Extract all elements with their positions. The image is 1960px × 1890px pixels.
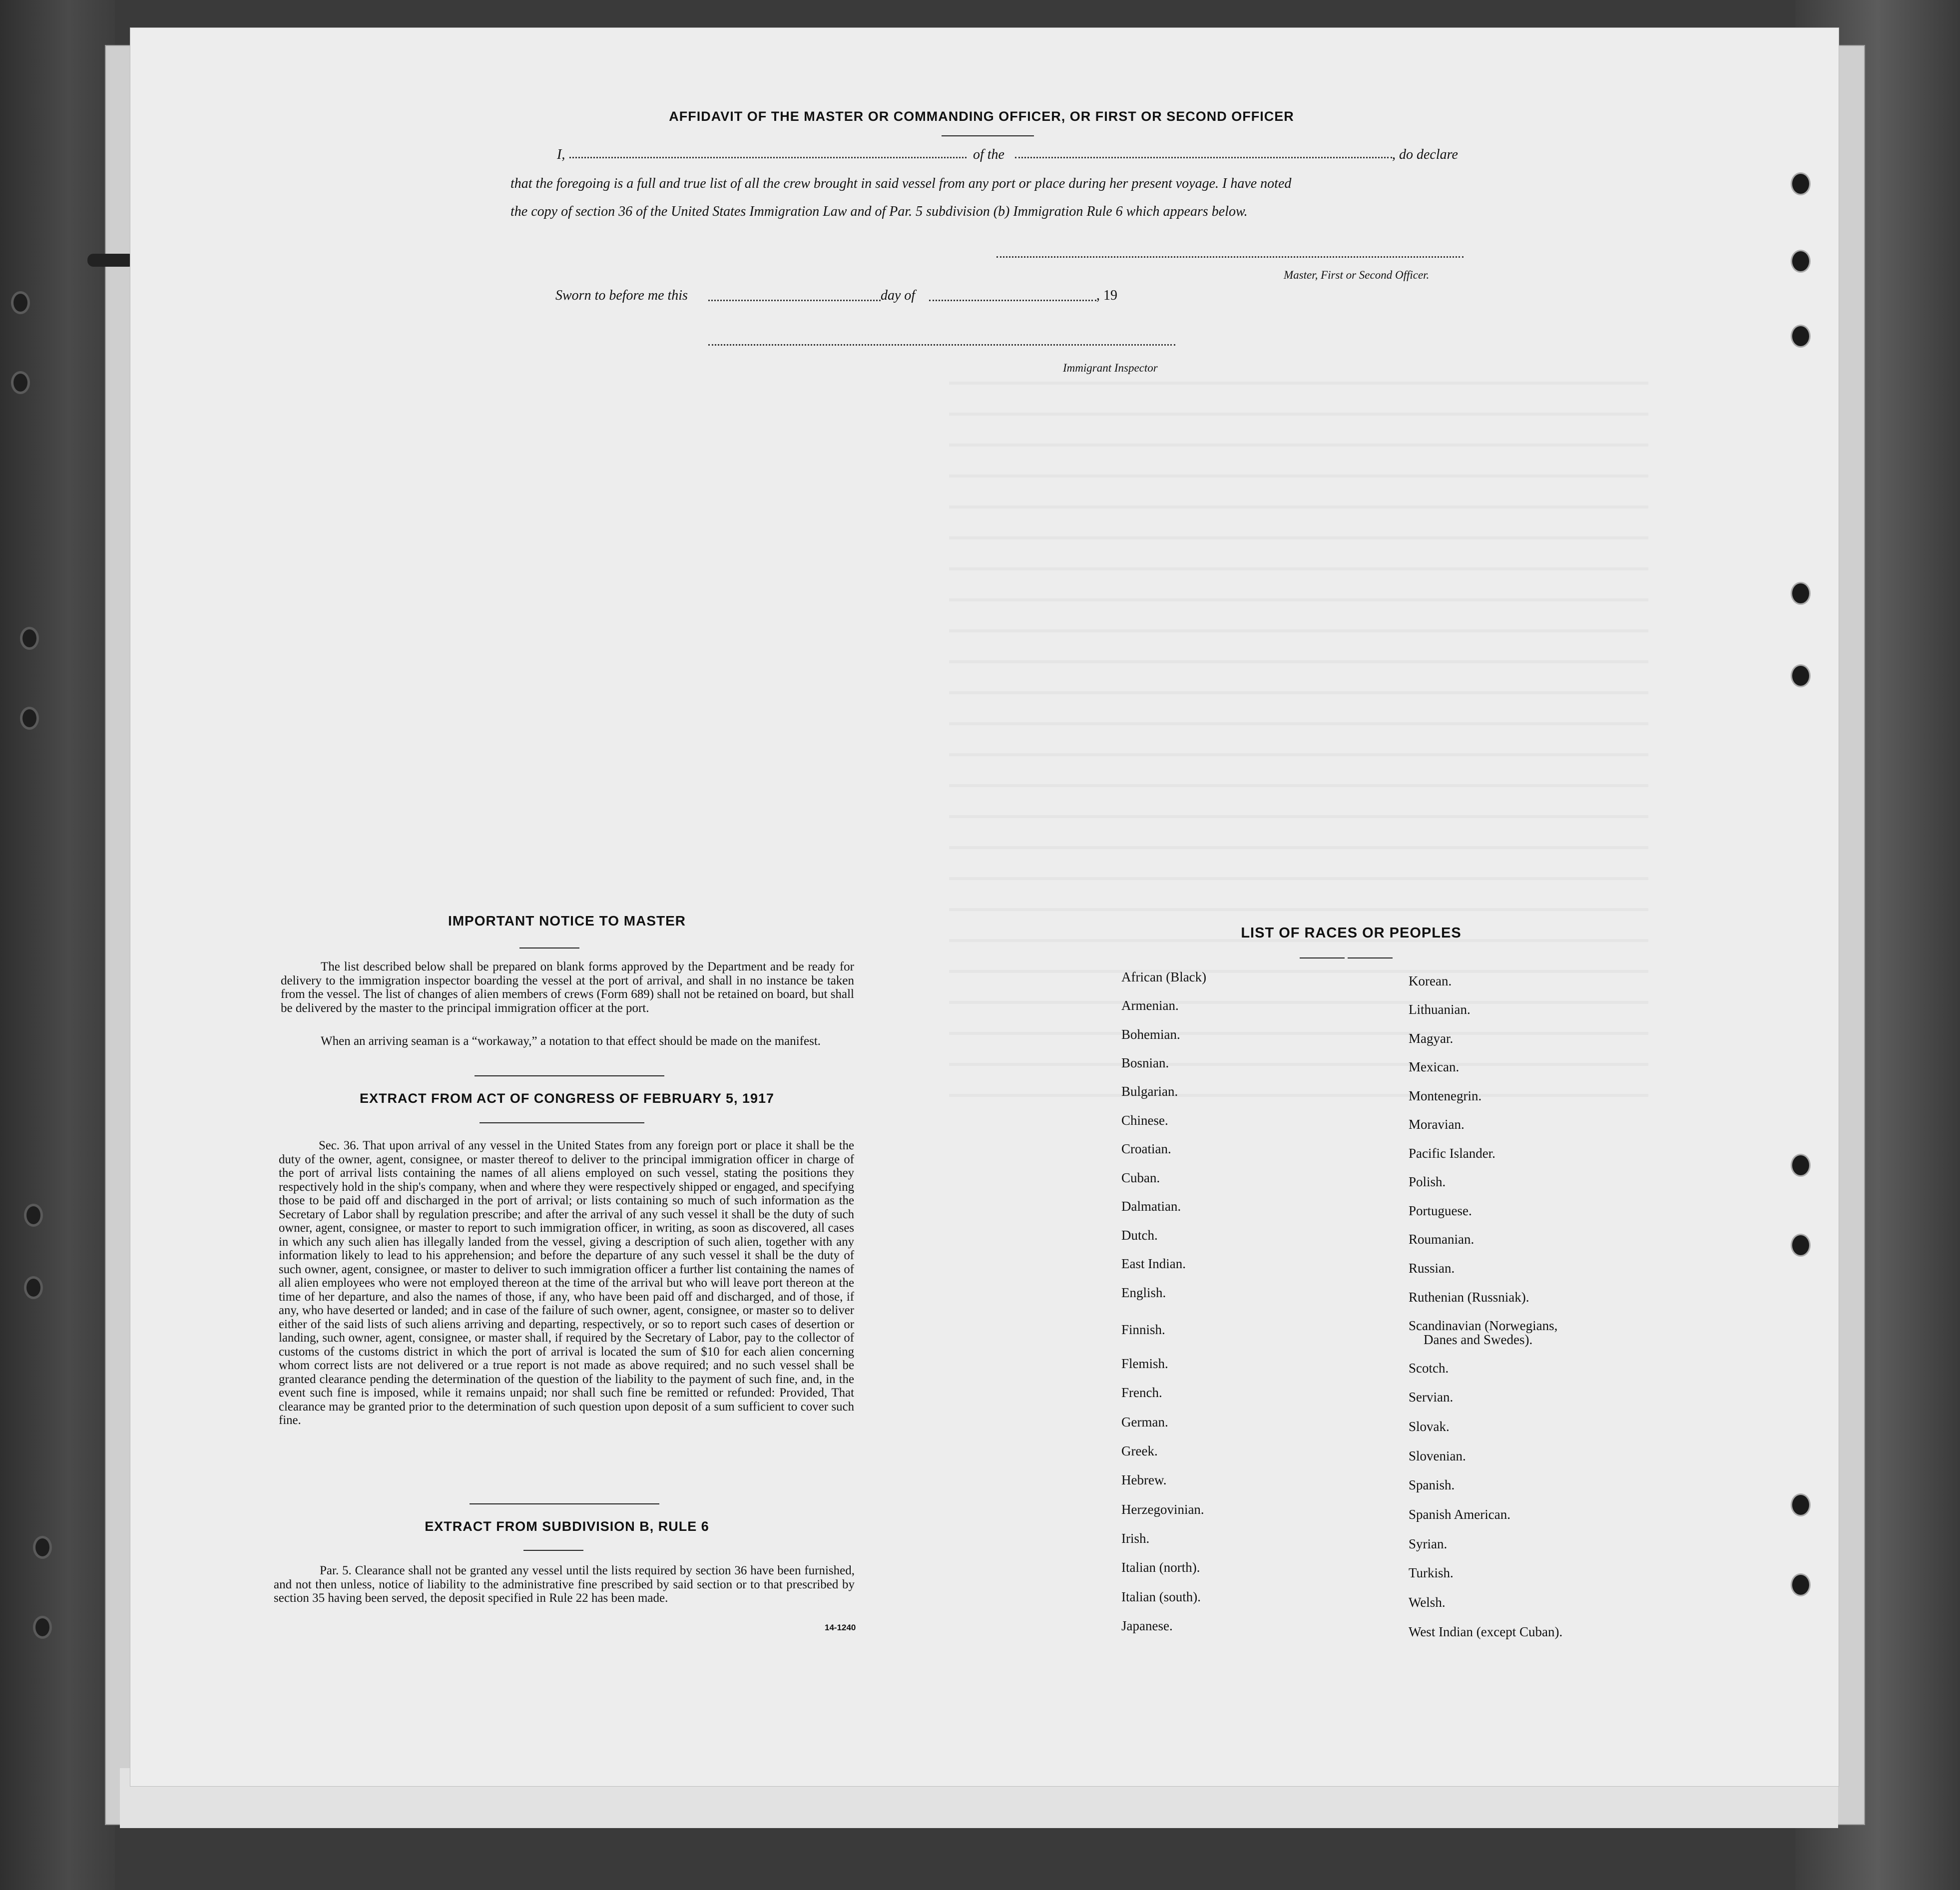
extract-act-title: EXTRACT FROM ACT OF CONGRESS OF FEBRUARY 5, 1917: [359, 1091, 775, 1106]
notice-paragraph-2: When an arriving seaman is a “workaway,” a notation to that effect should be made on the manifest.: [321, 1034, 821, 1048]
race-right-item: Lithuanian.: [1409, 1002, 1470, 1017]
race-left-item: French.: [1121, 1385, 1162, 1400]
race-right-item: Montenegrin.: [1409, 1088, 1482, 1103]
race-left-item: Japanese.: [1121, 1618, 1173, 1633]
punch-hole-icon: [1791, 1493, 1811, 1516]
extract-rule-underline: [523, 1550, 583, 1551]
races-title-underline-left: [1300, 957, 1345, 958]
races-title: LIST OF RACES OR PEOPLES: [1241, 925, 1462, 941]
race-left-item: Finnish.: [1121, 1322, 1165, 1337]
declaration-line-3: the copy of section 36 of the United States Immigration Law and of Par. 5 subdivision (b) Immigration Rule 6 which appears below.: [510, 204, 1248, 219]
section-divider-1: [475, 1075, 664, 1076]
race-left-item: Hebrew.: [1121, 1472, 1167, 1487]
notice-title: IMPORTANT NOTICE TO MASTER: [448, 913, 686, 929]
race-left-item: Cuban.: [1121, 1170, 1160, 1185]
binder-hole-icon: [24, 1204, 43, 1227]
race-left-item: East Indian.: [1121, 1256, 1186, 1271]
race-left-item: Italian (north).: [1121, 1560, 1200, 1575]
binder-hole-icon: [20, 627, 39, 650]
race-left-item: Irish.: [1121, 1531, 1150, 1546]
binder-backdrop-left: [0, 0, 115, 1890]
punch-hole-icon: [1791, 1573, 1811, 1596]
binder-hole-icon: [24, 1276, 43, 1299]
bleed-through-area: [949, 360, 1648, 1109]
race-right-item: Turkish.: [1409, 1565, 1454, 1580]
binder-hole-icon: [20, 707, 39, 730]
race-right-item: Welsh.: [1409, 1595, 1446, 1610]
extract-rule-title: EXTRACT FROM SUBDIVISION B, RULE 6: [425, 1519, 709, 1534]
binder-hole-icon: [11, 291, 30, 314]
race-left-item: Herzegovinian.: [1121, 1502, 1204, 1517]
race-right-item: Spanish American.: [1409, 1507, 1510, 1522]
race-left-item: African (Black): [1121, 969, 1207, 984]
punch-hole-icon: [1791, 172, 1811, 195]
races-title-underline-right: [1348, 957, 1393, 958]
binder-hole-icon: [33, 1536, 52, 1559]
name-field[interactable]: [569, 157, 967, 158]
race-right-item: Slovenian.: [1409, 1448, 1466, 1463]
race-left-item: German.: [1121, 1415, 1168, 1429]
race-left-item: English.: [1121, 1285, 1166, 1300]
race-right-item: Danes and Swedes).: [1424, 1332, 1533, 1347]
title-underline: [942, 135, 1034, 136]
race-right-item: Moravian.: [1409, 1117, 1465, 1132]
race-left-item: Italian (south).: [1121, 1589, 1201, 1604]
binder-hole-icon: [33, 1616, 52, 1639]
punch-hole-icon: [1791, 1234, 1811, 1257]
punch-hole-icon: [1791, 1154, 1811, 1177]
officer-caption: Master, First or Second Officer.: [1284, 269, 1430, 281]
day-of-label: day of: [881, 288, 916, 303]
affidavit-title: AFFIDAVIT OF THE MASTER OR COMMANDING OFFICER, OR FIRST OR SECOND OFFICER: [669, 109, 1294, 124]
race-right-item: Magyar.: [1409, 1031, 1454, 1046]
race-left-item: Greek.: [1121, 1443, 1158, 1458]
paragraph-5-text: Par. 5. Clearance shall not be granted any vessel until the lists required by section 36 have been furnished, and not then unless, notice of liability to the administrative fine prescribed by said section or to that prescribed by section 35 having been served, the deposit specified in Rule 22 has been made.: [274, 1564, 855, 1605]
punch-hole-icon: [1791, 582, 1811, 605]
year-prefix: , 19: [1096, 288, 1117, 303]
race-right-item: Russian.: [1409, 1261, 1455, 1276]
sworn-label: Sworn to before me this: [555, 288, 688, 303]
race-left-item: Armenian.: [1121, 998, 1179, 1013]
punch-hole-icon: [1791, 664, 1811, 687]
race-left-item: Chinese.: [1121, 1113, 1168, 1128]
binder-clip: [87, 254, 135, 267]
race-right-item: Ruthenian (Russniak).: [1409, 1290, 1529, 1305]
declare-label: , do declare: [1392, 147, 1458, 162]
sworn-month-field[interactable]: [929, 300, 1096, 301]
race-left-item: Bohemian.: [1121, 1027, 1180, 1042]
officer-signature-field[interactable]: [996, 256, 1464, 258]
race-left-item: Bulgarian.: [1121, 1084, 1178, 1099]
race-right-item: Pacific Islander.: [1409, 1146, 1495, 1161]
race-right-item: Korean.: [1409, 973, 1452, 988]
section-36-text: Sec. 36. That upon arrival of any vessel in the United States from any foreign port or place it shall be the duty of the owner, agent, consignee, or master thereof to deliver to the principal immigration officer in charge of the port of arrival lists containing the names of all aliens employed on such vessel, stating the positions they respectively hold in the ship's company, when and where they were respectively shipped or engaged, and specifying those to be paid off and discharged in the port of arrival; or lists containing so much of such information as the Secretary of Labor shall by regulation prescribe; and after the arrival of any such vessel it shall be the duty of such owner, agent, consignee, or master to report to such immigration officer, in writing, as soon as discovered, all cases in which any such alien has illegally landed from the vessel, giving a description of such alien, together with any information likely to lead to his apprehension; and before the departure of any such vessel it shall be the duty of such owner, agent, consignee, or master to deliver to such immigration officer a further list containing the names of all alien employees who were not employed thereon at the time of the arrival but who will leave port thereon at the time of her departure, and also the names of those, if any, who have been paid off and discharged, and of those, if any, who have deserted or landed; and in case of the failure of such owner, agent, consignee, or master so to deliver either of the said lists of such aliens arriving and departing, respectively, or so to report such cases of desertion or landing, such owner, agent, consignee, or master shall, if required by the Secretary of Labor, pay to the collector of customs of the customs district in which the port of arrival is located the sum of $10 for each alien concerning whom correct lists are not delivered or a true report is not made as above required; and no such vessel shall be granted clearance pending the determination of the question of the liability to the payment of such fine, and, in the event such fine is imposed, while it remains unpaid; nor shall such fine be remitted or refunded: Provided, That clearance may be granted prior to the determination of such question upon deposit of a sum sufficient to cover such fine.: [279, 1139, 854, 1427]
vessel-field[interactable]: [1015, 157, 1392, 158]
of-the-label: of the: [973, 147, 1004, 162]
race-left-item: Dutch.: [1121, 1228, 1158, 1243]
race-right-item: West Indian (except Cuban).: [1409, 1624, 1563, 1639]
section-divider-2: [470, 1503, 659, 1504]
notice-paragraph-1: The list described below shall be prepared on blank forms approved by the Department and be ready for delivery to the immigration inspector boarding the vessel at the port of arrival, and shall in no instance be taken from the vessel. The list of changes of alien members of crews (Form 689) shall not be retained on board, but shall be delivered by the master to the principal immigration officer at the port.: [281, 960, 854, 1015]
punch-hole-icon: [1791, 325, 1811, 348]
race-right-item: Mexican.: [1409, 1059, 1460, 1074]
race-left-item: Dalmatian.: [1121, 1199, 1181, 1214]
race-right-item: Portuguese.: [1409, 1203, 1472, 1218]
i-label: I,: [557, 147, 565, 162]
race-right-item: Roumanian.: [1409, 1232, 1474, 1247]
race-left-item: Bosnian.: [1121, 1055, 1169, 1070]
form-number: 14-1240: [825, 1623, 856, 1632]
race-right-item: Polish.: [1409, 1174, 1446, 1189]
race-right-item: Syrian.: [1409, 1536, 1448, 1551]
inspector-signature-field[interactable]: [708, 344, 1175, 346]
race-left-item: Flemish.: [1121, 1356, 1168, 1371]
inspector-caption: Immigrant Inspector: [1063, 362, 1158, 374]
notice-title-underline: [519, 947, 579, 948]
race-right-item: Servian.: [1409, 1390, 1454, 1405]
sworn-day-field[interactable]: [708, 300, 881, 301]
extract-act-underline: [480, 1122, 644, 1123]
race-right-item: Scotch.: [1409, 1361, 1449, 1376]
punch-hole-icon: [1791, 250, 1811, 273]
declaration-line-2: that the foregoing is a full and true list of all the crew brought in said vessel from any port or place during her present voyage. I have noted: [510, 176, 1292, 191]
race-right-item: Spanish.: [1409, 1477, 1455, 1492]
race-right-item: Scandinavian (Norwegians,: [1409, 1318, 1558, 1333]
binder-hole-icon: [11, 371, 30, 394]
race-right-item: Slovak.: [1409, 1419, 1450, 1434]
race-left-item: Croatian.: [1121, 1141, 1171, 1156]
